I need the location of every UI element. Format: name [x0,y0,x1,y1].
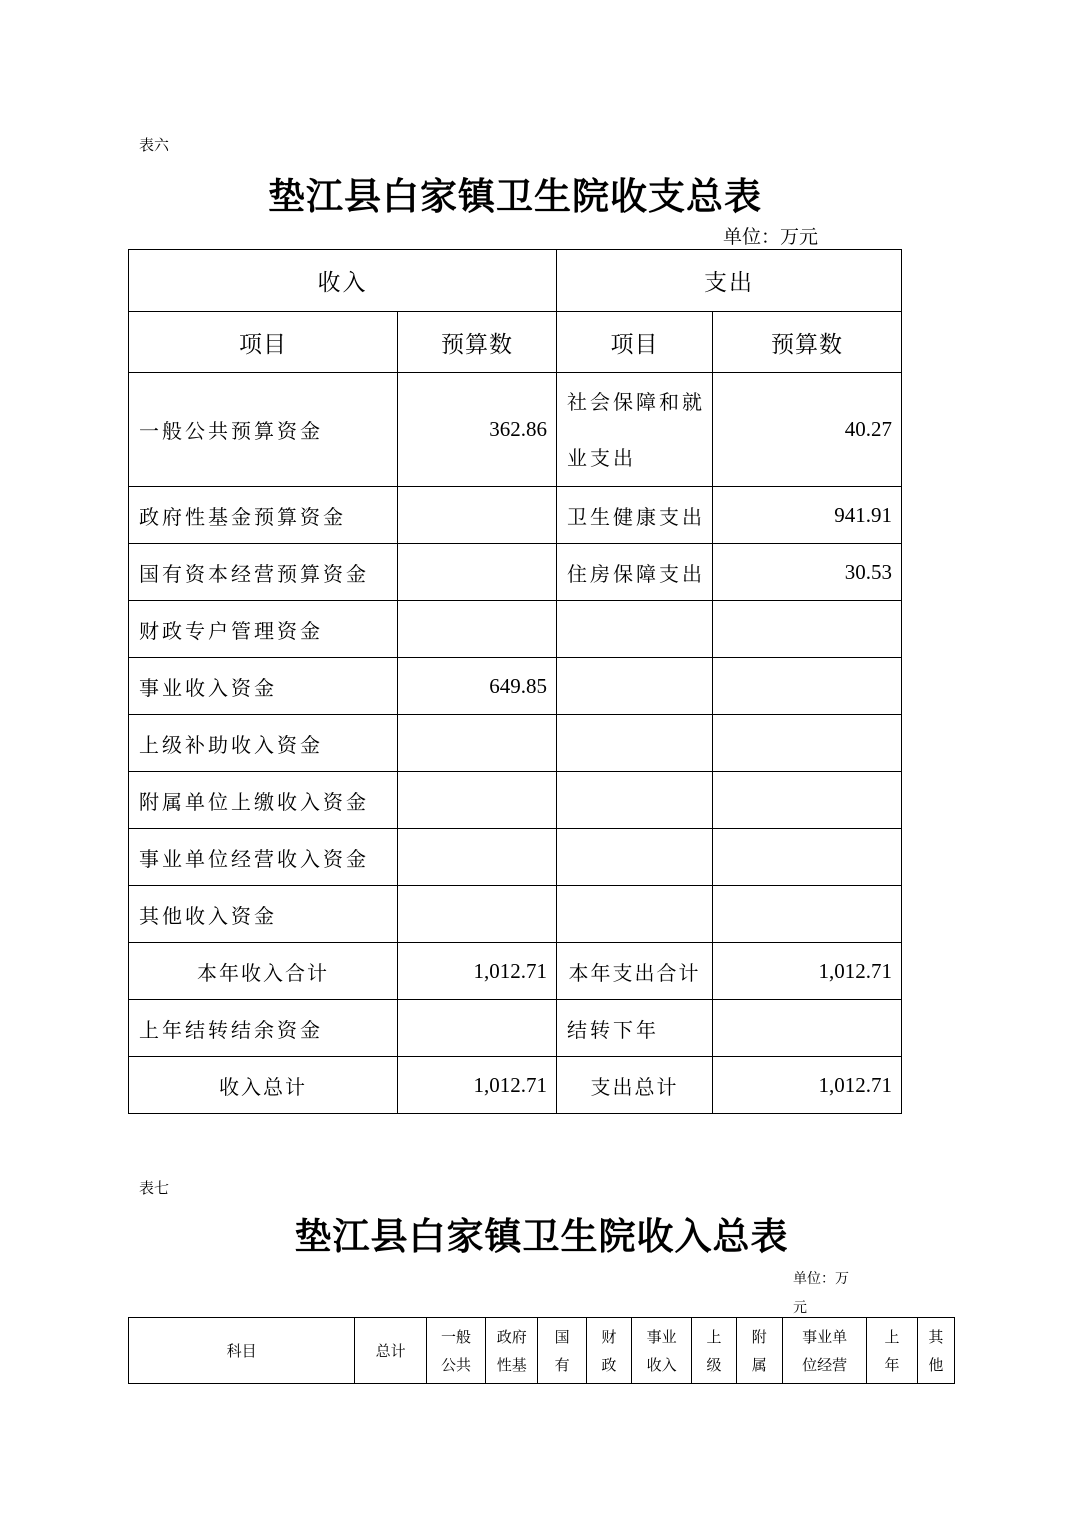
expense-value: 30.53 [713,544,902,601]
table-row-subtotal [129,943,902,1000]
header-cell-last-year: 上 年 [867,1318,917,1384]
expense-total-value: 1,012.71 [713,1057,902,1114]
income-value: 362.86 [398,373,557,487]
table7-unit-line1: 单位：万 [793,1271,849,1287]
table-row [129,544,902,601]
table-row [129,658,902,715]
expense-value [713,1000,902,1057]
expense-subtotal-value: 1,012.71 [713,943,902,1000]
expense-budget-header: 预算数 [713,312,902,373]
income-value [398,829,557,886]
income-item: 事业收入资金 [129,658,398,715]
income-value [398,544,557,601]
expense-item [557,601,713,658]
income-value [398,601,557,658]
income-value [398,772,557,829]
table-row [129,1000,902,1057]
header-cell-subject: 科目 [129,1318,355,1384]
expense-item [557,886,713,943]
expense-value [713,601,902,658]
income-item: 上年结转结余资金 [129,1000,398,1057]
header-cell-superior: 上 级 [692,1318,736,1384]
income-budget-header: 预算数 [398,312,557,373]
header-cell-state-owned: 国 有 [538,1318,586,1384]
income-value: 649.85 [398,658,557,715]
expense-value [713,658,902,715]
expense-item [557,715,713,772]
expense-item: 社会保障和就业支出 [557,373,713,487]
income-subtotal-label: 本年收入合计 [129,943,398,1000]
income-item: 一般公共预算资金 [129,373,398,487]
income-item: 财政专户管理资金 [129,601,398,658]
income-total-value: 1,012.71 [398,1057,557,1114]
table-row [129,601,902,658]
expense-value [713,886,902,943]
income-subtotal-value: 1,012.71 [398,943,557,1000]
income-item: 政府性基金预算资金 [129,487,398,544]
income-item-header: 项目 [129,312,398,373]
table-row [129,886,902,943]
table7-unit-line2: 元 [793,1300,807,1316]
income-value [398,886,557,943]
expense-subtotal-label: 本年支出合计 [557,943,713,1000]
expense-value [713,772,902,829]
table6-unit: 单位：万元 [723,226,819,248]
income-value [398,1000,557,1057]
table-row [129,715,902,772]
expense-item: 结转下年 [557,1000,713,1057]
income-item: 国有资本经营预算资金 [129,544,398,601]
table-row [129,772,902,829]
income-summary-table [128,1317,955,1384]
income-item: 其他收入资金 [129,886,398,943]
table-row [129,487,902,544]
income-value [398,715,557,772]
header-cell-government-fund: 政府 性基 [486,1318,538,1384]
table7-unit [793,1265,849,1323]
expense-header: 支出 [557,250,902,312]
header-cell-business-income: 事业 收入 [631,1318,691,1384]
header-cell-total: 总计 [355,1318,426,1384]
income-item: 事业单位经营收入资金 [129,829,398,886]
header-cell-finance: 财 政 [586,1318,631,1384]
income-header: 收入 [129,250,557,312]
expense-item [557,829,713,886]
table7-title: 垫江县白家镇卫生院收入总表 [294,1214,789,1258]
table-row [129,829,902,886]
header-cell-unit-operation: 事业单 位经营 [782,1318,867,1384]
income-item: 上级补助收入资金 [129,715,398,772]
income-item: 附属单位上缴收入资金 [129,772,398,829]
income-expense-table [128,249,902,1114]
expense-value: 40.27 [713,373,902,487]
table6-title: 垫江县白家镇卫生院收支总表 [268,174,762,218]
header-cell-general-public: 一般 公共 [426,1318,485,1384]
expense-value: 941.91 [713,487,902,544]
expense-value [713,715,902,772]
expense-item-header: 项目 [557,312,713,373]
table-row [129,373,902,487]
income-value [398,487,557,544]
table7-tag: 表七 [139,1179,170,1197]
income-total-label: 收入总计 [129,1057,398,1114]
table-row-total [129,1057,902,1114]
header-cell-other: 其 他 [917,1318,954,1384]
expense-item: 住房保障支出 [557,544,713,601]
expense-item [557,658,713,715]
expense-value [713,829,902,886]
table6-tag: 表六 [139,136,170,154]
header-cell-affiliated: 附 属 [736,1318,782,1384]
expense-item [557,772,713,829]
expense-item: 卫生健康支出 [557,487,713,544]
expense-total-label: 支出总计 [557,1057,713,1114]
table-header-row [129,1318,955,1384]
